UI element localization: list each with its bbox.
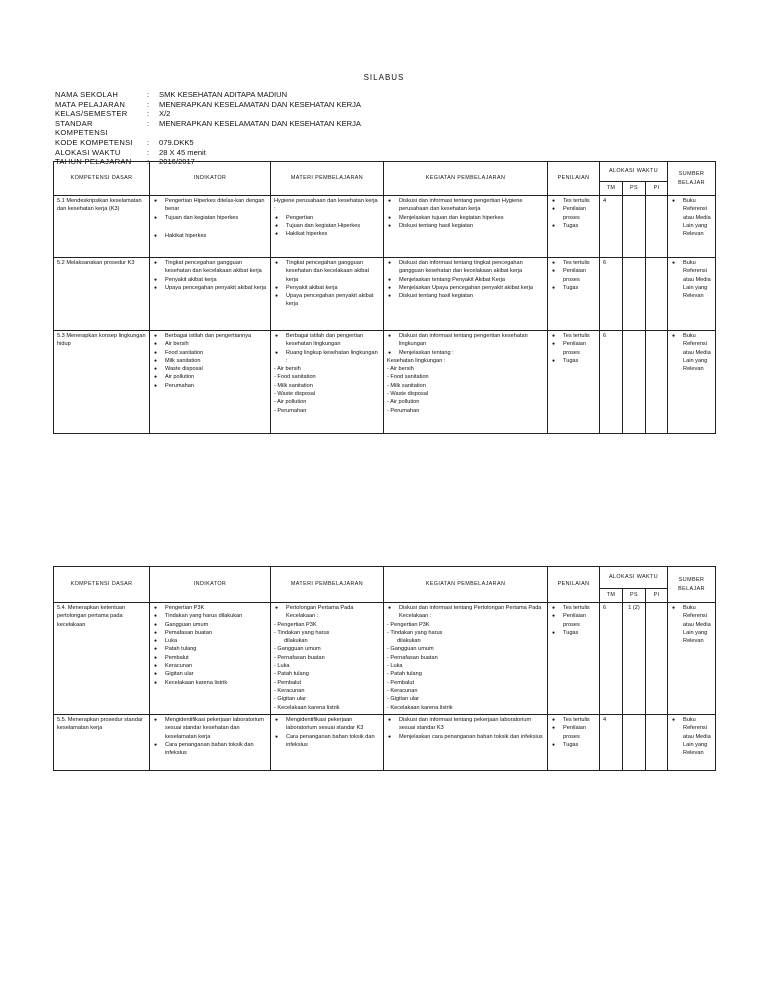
list-item: ● Keracunan xyxy=(165,662,267,670)
header-tm: TM xyxy=(600,589,623,603)
list-item: ● Tindakan yang harus dilakukan xyxy=(165,612,267,620)
list-item: ● Cara penanganan bahan toksik dan infeksius xyxy=(165,741,267,758)
kegiatan-cell xyxy=(384,331,548,434)
info-colon: : xyxy=(147,99,150,109)
header-pi: PI xyxy=(646,182,668,196)
info-value: 079.DKK5 xyxy=(159,137,194,147)
dash-item: - Pembalut xyxy=(274,679,302,686)
dash-item: - Milk sanitation xyxy=(274,382,313,389)
info-colon: : xyxy=(147,137,150,147)
info-value: SMK KESEHATAN ADITAPA MADIUN xyxy=(159,90,288,99)
list-item: ● Diskusi dan informasi tentang pengertian kesehatan lingkungan xyxy=(399,332,544,349)
table-row xyxy=(54,603,716,715)
kegiatan-cell xyxy=(384,715,548,771)
list-item: ● Gigitan ular xyxy=(165,670,267,678)
header-indikator: INDIKATOR xyxy=(150,162,271,196)
kd-cell: 5.4. Menerapkan ketentuan pertolongan pertama pada kecelakaan xyxy=(54,603,150,715)
dash-item: - Pengertian P3K xyxy=(387,621,430,628)
list-item: ● Perumahan xyxy=(165,382,267,390)
syllabus-table-1 xyxy=(53,161,716,434)
list-item: ● Penilaian proses xyxy=(563,724,596,741)
list-item: ● Buku Referensi atau Media Lain yang Relevan xyxy=(683,332,712,373)
list-item: ● Penyakit akibat kerja xyxy=(286,284,380,292)
identity-block xyxy=(55,90,361,167)
tm-cell: 6 xyxy=(600,331,623,434)
list-item: ● Diskusi dan informasi tentang pekerjaan laboratorium sesuai standar K3 xyxy=(399,716,544,733)
ps-cell xyxy=(623,715,646,771)
ps-cell xyxy=(623,258,646,331)
list-item: ● Ruang lingkup kesehatan lingkungan : xyxy=(286,349,380,366)
list-item: ● Tes tertulis xyxy=(563,259,596,267)
indikator-cell xyxy=(150,196,271,258)
ps-cell: 1 (2) xyxy=(623,603,646,715)
list-item: ● Berbagai istilah dan pengertian kesehatan lingkungan xyxy=(286,332,380,349)
materi-cell xyxy=(271,715,384,771)
list-item: ● Hakikat hiperkes xyxy=(165,232,267,240)
dash-item: - Tindakan yang harus xyxy=(274,629,330,636)
dash-item: - Patah tulang xyxy=(387,671,422,678)
list-item: ● Buku Referensi atau Media Lain yang Relevan xyxy=(683,716,712,757)
tm-cell: 6 xyxy=(600,258,623,331)
list-item: ● Menjelaskan tentang : xyxy=(399,349,544,357)
list-item: ● Tugas xyxy=(563,741,596,749)
ps-cell xyxy=(623,196,646,258)
materi-cell xyxy=(271,196,384,258)
pi-cell xyxy=(646,603,668,715)
list-item: ● Kecelakaan karena listrik xyxy=(165,679,267,687)
info-colon: : xyxy=(147,90,150,99)
list-item: ● Luka xyxy=(165,637,267,645)
dash-item: - Luka xyxy=(387,663,403,670)
list-item: ● Pengertian P3K xyxy=(165,604,267,612)
dash-item: - Air pollution xyxy=(387,399,420,406)
info-value: 28 X 45 menit xyxy=(159,147,206,157)
info-key: KELAS/SEMESTER xyxy=(55,109,128,119)
list-item: ● Menjelaskan cara penanganan bahan toksik dan infeksius xyxy=(399,733,544,741)
info-row xyxy=(55,138,361,148)
list-item: ● Tes tertulis xyxy=(563,716,596,724)
list-item: ● Diskusi tentang hasil kegiatan xyxy=(399,222,544,230)
tm-cell: 4 xyxy=(600,715,623,771)
dash-item: dilakukan xyxy=(397,638,421,645)
list-item: ● Berbagai istilah dan pengertiannya xyxy=(165,332,267,340)
header-sumber: SUMBER BELAJAR xyxy=(668,162,716,196)
dash-item: - Kecelakaan karena listrik xyxy=(274,704,340,711)
list-item: ● Tingkat pencegahan gangguan kesehatan dan kecelakaan akibat kerja xyxy=(165,259,267,276)
kd-cell: 5.3 Menerapkan konsep lingkungan hidup xyxy=(54,331,150,434)
header-sumber: SUMBER BELAJAR xyxy=(668,567,716,603)
list-item: ● Cara penanganan bahan toksik dan infeksius xyxy=(286,733,380,750)
indikator-cell xyxy=(150,715,271,771)
list-item: ● Mengidentifikasi pekerjaan laboratorium sesuai standar kesehatan dan keselamatan kerja xyxy=(165,716,267,741)
header-materi: MATERI PEMBELAJARAN xyxy=(271,162,384,196)
header-ps: PS xyxy=(623,589,646,603)
kegiatan-cell xyxy=(384,196,548,258)
list-item: ● Tujuan dan kegiatan Hiperkes xyxy=(286,222,380,230)
dash-item: - Pengertian P3K xyxy=(274,621,317,628)
dash-item: - Tindakan yang harus xyxy=(387,629,443,636)
list-item: ● Penyakit akibat kerja xyxy=(165,276,267,284)
list-item: ● Patah tulang xyxy=(165,645,267,653)
dash-item: - Pembalut xyxy=(387,679,415,686)
info-key: STANDAR KOMPETENSI xyxy=(55,118,108,138)
materi-cell xyxy=(271,331,384,434)
penilaian-cell xyxy=(548,715,600,771)
list-item: ● Air pollution xyxy=(165,373,267,381)
penilaian-cell xyxy=(548,331,600,434)
sumber-cell xyxy=(668,331,716,434)
dash-list xyxy=(274,365,380,415)
pi-cell xyxy=(646,715,668,771)
header-kegiatan: KEGIATAN PEMBELAJARAN xyxy=(384,162,548,196)
dash-item: - Perumahan xyxy=(387,407,420,414)
list-item: ● Hakikat hiperkes xyxy=(286,230,380,238)
dash-item: - Gigitan ular xyxy=(387,696,420,703)
materi-intro: Hygiene perusahaan dan kesehatan kerja : xyxy=(274,198,378,213)
list-item: ● Air bersih xyxy=(165,340,267,348)
dash-list xyxy=(387,357,544,415)
dash-item: dilakukan xyxy=(284,638,308,645)
list-item: ● Tes tertulis xyxy=(563,197,596,205)
list-item: ● Pengertian xyxy=(286,214,380,222)
dash-item: - Pernafasan buatan xyxy=(387,654,438,661)
dash-item: - Gangguan umum xyxy=(387,646,434,653)
info-row xyxy=(55,119,361,138)
materi-cell xyxy=(271,603,384,715)
list-item: ● Buku Referensi atau Media Lain yang Relevan xyxy=(683,604,712,645)
info-row xyxy=(55,109,361,119)
header-ps: PS xyxy=(623,182,646,196)
list-item: ● Waste disposal xyxy=(165,365,267,373)
header-pi: PI xyxy=(646,589,668,603)
list-item: ● Menjelaskan tujuan dan kegiatan hiperkes xyxy=(399,214,544,222)
info-key: TAHUN PELAJARAN xyxy=(55,157,132,167)
list-item: ● Milk sanitation xyxy=(165,357,267,365)
kd-cell: 5.5. Menerapkan prosedur standar keselamatan kerja xyxy=(54,715,150,771)
list-item: ● Buku Referensi atau Media Lain yang Relevan xyxy=(683,259,712,300)
tm-cell: 4 xyxy=(600,196,623,258)
syllabus-table-2 xyxy=(53,566,716,771)
dash-item: - Perumahan xyxy=(274,407,307,414)
list-item: ● Diskusi tentang hasil kegiatan xyxy=(399,292,544,300)
list-item: ● Tugas xyxy=(563,629,596,637)
list-item: ● Penilaian proses xyxy=(563,205,596,222)
info-key: ALOKASI WAKTU xyxy=(55,147,121,157)
pi-cell xyxy=(646,331,668,434)
dash-item: - Keracunan xyxy=(387,687,418,694)
info-row xyxy=(55,148,361,158)
info-value: X/2 xyxy=(159,109,171,119)
list-item: ● Gangguan umum xyxy=(165,621,267,629)
list-item: ● Penilaian proses xyxy=(563,340,596,357)
list-item: ● Mengidentifikasi pekerjaan laboratorium sesuai standar K3 xyxy=(286,716,380,733)
list-item: ● Penilaian proses xyxy=(563,612,596,629)
list-item: ● Tes tertulis xyxy=(563,332,596,340)
dash-list xyxy=(387,621,544,712)
list-item: ● Tugas xyxy=(563,222,596,230)
list-item: ● Menjelaskan tentang Penyakit Akibat Kerja xyxy=(399,276,544,284)
dash-item: - Patah tulang xyxy=(274,671,309,678)
info-row xyxy=(55,90,361,100)
dash-item: - Gigitan ular xyxy=(274,696,307,703)
kd-cell: 5.1 Mendeskripsikan keselamatan dan kesehatan kerja (K3) xyxy=(54,196,150,258)
list-item: ● Diskusi dan informasi tentang Pertolongan Pertama Pada Kecelakaan : xyxy=(399,604,544,621)
list-item: ● Tugas xyxy=(563,284,596,292)
info-value: MENERAPKAN KESELAMATAN DAN KESEHATAN KERJA xyxy=(159,99,361,109)
dash-item: - Air pollution xyxy=(274,399,307,406)
sumber-cell xyxy=(668,258,716,331)
header-alokasi: ALOKASI WAKTU xyxy=(600,567,668,589)
list-item: ● Penilaian proses xyxy=(563,267,596,284)
dash-item: - Kecelakaan karena listrik xyxy=(387,704,453,711)
dash-item: - Luka xyxy=(274,663,290,670)
kegiatan-cell xyxy=(384,258,548,331)
dash-item: - Gangguan umum xyxy=(274,646,321,653)
list-item: ● Tes tertulis xyxy=(563,604,596,612)
dash-item: - Pernafasan buatan xyxy=(274,654,325,661)
info-colon: : xyxy=(147,109,150,119)
materi-cell xyxy=(271,258,384,331)
indikator-cell xyxy=(150,258,271,331)
list-item: ● Tugas xyxy=(563,357,596,365)
dash-item: - Waste disposal xyxy=(387,391,429,398)
dash-item: - Waste disposal xyxy=(274,391,316,398)
table-row xyxy=(54,258,716,331)
dash-item: - Keracunan xyxy=(274,687,305,694)
dash-item: - Milk sanitation xyxy=(387,382,426,389)
header-materi: MATERI PEMBELAJARAN xyxy=(271,567,384,603)
header-alokasi: ALOKASI WAKTU xyxy=(600,162,668,182)
table-row xyxy=(54,196,716,258)
header-kd: KOMPETENSI DASAR xyxy=(54,567,150,603)
tm-cell: 6 xyxy=(600,603,623,715)
list-item: ● Pemafasan buatan xyxy=(165,629,267,637)
sumber-cell xyxy=(668,715,716,771)
list-item: ● Upaya pencegahan penyakit akibat kerja xyxy=(286,292,380,309)
penilaian-cell xyxy=(548,603,600,715)
info-value: 2016/2017 xyxy=(159,157,195,167)
page-title: SILABUS xyxy=(363,73,405,82)
header-penilaian: PENILAIAN xyxy=(548,162,600,196)
dash-item: - Air bersih xyxy=(387,366,414,373)
pi-cell xyxy=(646,258,668,331)
header-tm: TM xyxy=(600,182,623,196)
info-row xyxy=(55,100,361,110)
list-item: ● Pembalut xyxy=(165,654,267,662)
list-item: ● Tingkat pencegahan gangguan kesehatan dan kecelakaan akibat kerja xyxy=(286,259,380,284)
list-item: ● Menjelaskan Upaya pencegahan penyakit akibat kerja xyxy=(399,284,544,292)
table-row xyxy=(54,715,716,771)
list-item: ● Tujuan dan kegiatan hiperkes xyxy=(165,214,267,222)
info-colon: : xyxy=(147,147,150,157)
list-item: ● Diskusi dan informasi tentang tingkat pencegahan gangguan kesehatan dan kecelakaan akibat kerja xyxy=(399,259,544,276)
list-item: ● Upaya pencegahan penyakit akibat kerja xyxy=(165,284,267,292)
info-key: KODE KOMPETENSI xyxy=(55,137,133,147)
info-colon: : xyxy=(147,118,150,128)
info-key: MATA PELAJARAN xyxy=(55,99,126,109)
list-item: ● Pengertian Hiperkes ditelas-kan dengan benar xyxy=(165,197,267,214)
dash-lead: Kesehatan lingkungan : xyxy=(387,357,446,364)
sumber-cell xyxy=(668,603,716,715)
kegiatan-cell xyxy=(384,603,548,715)
header-kegiatan: KEGIATAN PEMBELAJARAN xyxy=(384,567,548,603)
header-kd: KOMPETENSI DASAR xyxy=(54,162,150,196)
table-row xyxy=(54,331,716,434)
info-colon: : xyxy=(147,157,150,167)
info-key: NAMA SEKOLAH xyxy=(55,90,119,99)
dash-item: - Food sanitation xyxy=(274,374,316,381)
dash-list xyxy=(274,621,380,712)
indikator-cell xyxy=(150,331,271,434)
list-item: ● Food sanitation xyxy=(165,349,267,357)
header-indikator: INDIKATOR xyxy=(150,567,271,603)
sumber-cell xyxy=(668,196,716,258)
penilaian-cell xyxy=(548,196,600,258)
list-item: ● Diskusi dan informasi tentang pengertian Hygiene perusahaan dan kesehatan kerja xyxy=(399,197,544,214)
ps-cell xyxy=(623,331,646,434)
dash-item: - Food sanitation xyxy=(387,374,429,381)
list-item: ● Buku Referensi atau Media Lain yang Relevan xyxy=(683,197,712,238)
info-value: MENERAPKAN KESELAMATAN DAN KESEHATAN KERJA xyxy=(159,118,361,128)
penilaian-cell xyxy=(548,258,600,331)
indikator-cell xyxy=(150,603,271,715)
list-item: ● Pertolongan Pertama Pada Kecelakaan : xyxy=(286,604,380,621)
header-penilaian: PENILAIAN xyxy=(548,567,600,603)
pi-cell xyxy=(646,196,668,258)
kd-cell: 5.2 Melaksanakan prosedur K3 xyxy=(54,258,150,331)
dash-item: - Air bersih xyxy=(274,366,301,373)
